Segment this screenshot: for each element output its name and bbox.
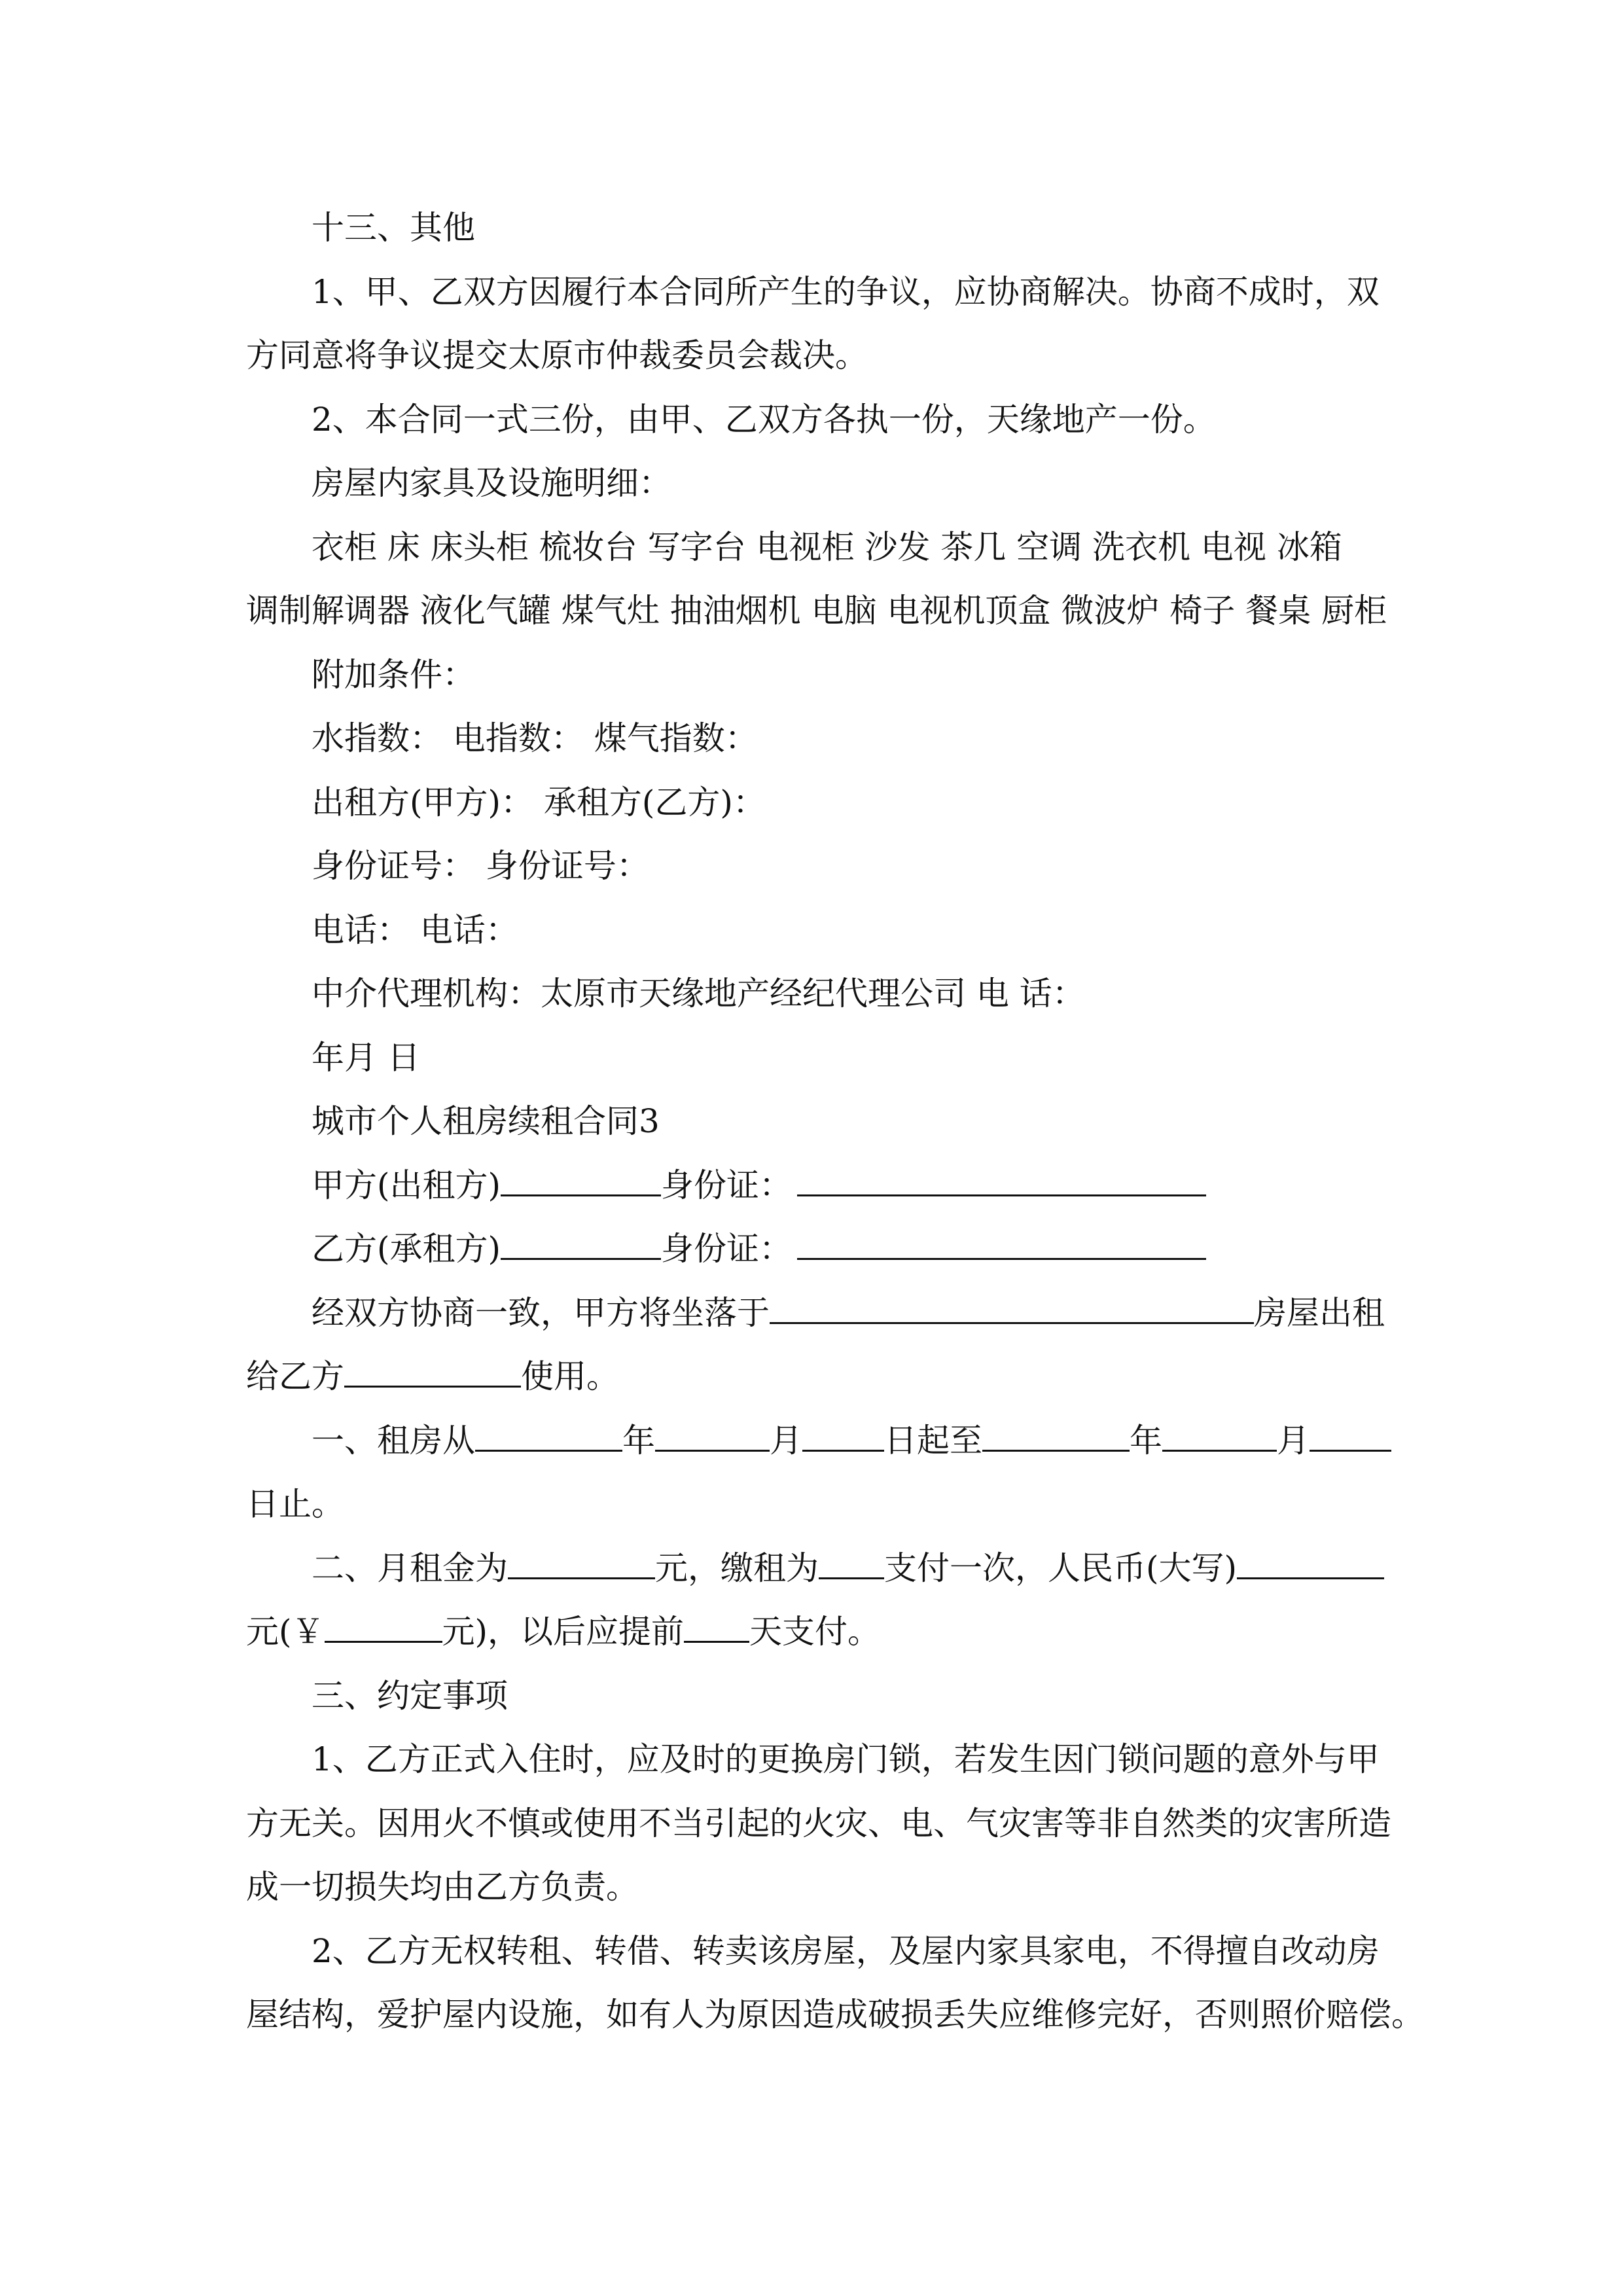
- party-a-label: 甲方(出租方): [312, 1166, 501, 1204]
- start-year-blank[interactable]: [475, 1418, 622, 1452]
- meter-readings-line: 水指数： 电指数： 煤气指数：: [312, 719, 758, 757]
- property-usage-line: [246, 1345, 1377, 1409]
- text-span: 支付一次，人民币(大写): [884, 1549, 1238, 1587]
- text-span: 经双方协商一致，甲方将坐落于: [312, 1293, 770, 1332]
- paragraph-line: 1、甲、乙双方因履行本合同所产生的争议，应协商解决。协商不成时，双: [312, 272, 1380, 311]
- furniture-list-line: 调制解调器 液化气罐 煤气灶 抽油烟机 电脑 电视机顶盒 微波炉 椅子 餐桌 厨柜: [246, 592, 1387, 630]
- lease-term-line: [246, 1409, 1377, 1473]
- rent-line: [246, 1537, 1377, 1601]
- text-span: 天支付。: [749, 1613, 881, 1651]
- text-span: 一、租房从: [312, 1421, 475, 1460]
- advance-days-blank[interactable]: [684, 1610, 749, 1643]
- text-span: 年: [622, 1421, 655, 1460]
- paragraph-line: 屋结构，爱护屋内设施，如有人为原因造成破损丢失应维修完好，否则照价赔偿。: [246, 1996, 1424, 2034]
- text-span: 使用。: [521, 1357, 619, 1395]
- text-span: 元(￥: [246, 1613, 325, 1651]
- party-b-line: [246, 1217, 1377, 1282]
- rent-amount-line: [246, 1600, 1377, 1664]
- agency-line: 中介代理机构：太原市天缘地产经纪代理公司 电 话：: [312, 975, 1085, 1013]
- property-address-blank[interactable]: [770, 1291, 1254, 1324]
- text-span: 房屋出租: [1254, 1293, 1385, 1332]
- contract-body: [246, 196, 1424, 2047]
- party-a-id-label: 身份证：: [661, 1166, 793, 1204]
- property-location-line: [246, 1282, 1385, 1346]
- payment-period-blank[interactable]: [819, 1546, 884, 1579]
- paragraph-line: 方无关。因用火不慎或使用不当引起的火灾、电、气灾害等非自然类的灾害所造: [246, 1804, 1391, 1842]
- contract-title: 城市个人租房续租合同3: [312, 1102, 660, 1140]
- paragraph-line: 2、乙方无权转租、转借、转卖该房屋，及屋内家具家电，不得擅自改动房: [312, 1931, 1380, 1970]
- text-span: 元，缴租为: [655, 1549, 819, 1587]
- paragraph-line: 1、乙方正式入住时，应及时的更换房门锁，若发生因门锁问题的意外与甲: [312, 1740, 1380, 1778]
- party-b-label: 乙方(承租方): [312, 1230, 501, 1268]
- text-span: 月: [770, 1421, 802, 1460]
- section-heading-terms: 三、约定事项: [312, 1676, 508, 1715]
- end-year-blank[interactable]: [982, 1418, 1130, 1452]
- party-a-name-blank[interactable]: [501, 1163, 661, 1196]
- party-a-line: [246, 1154, 1377, 1218]
- rent-numeric-blank[interactable]: [325, 1610, 442, 1643]
- start-month-blank[interactable]: [655, 1418, 770, 1452]
- party-b-name-blank[interactable]: [501, 1227, 661, 1261]
- tenant-name-blank[interactable]: [344, 1355, 521, 1388]
- monthly-rent-blank[interactable]: [508, 1546, 655, 1579]
- lease-term-end-line: 日止。: [246, 1485, 344, 1523]
- text-span: 元)，以后应提前: [442, 1613, 685, 1651]
- furniture-list-heading: 房屋内家具及设施明细：: [312, 464, 671, 502]
- text-span: 日起至: [884, 1421, 982, 1460]
- rent-in-words-blank[interactable]: [1237, 1546, 1384, 1579]
- text-span: 年: [1130, 1421, 1162, 1460]
- parties-line: 出租方(甲方)： 承租方(乙方)：: [312, 783, 766, 821]
- paragraph-line: 成一切损失均由乙方负责。: [246, 1868, 639, 1906]
- start-day-blank[interactable]: [802, 1418, 884, 1452]
- party-b-id-blank[interactable]: [797, 1227, 1206, 1261]
- party-a-id-blank[interactable]: [797, 1163, 1206, 1196]
- furniture-list-line: 衣柜 床 床头柜 梳妆台 写字台 电视柜 沙发 茶几 空调 洗衣机 电视 冰箱: [312, 528, 1342, 566]
- text-span: 二、月租金为: [312, 1549, 508, 1587]
- id-number-line: 身份证号： 身份证号：: [312, 847, 649, 885]
- end-day-blank[interactable]: [1310, 1418, 1391, 1452]
- section-heading-other: 十三、其他: [312, 209, 475, 247]
- text-span: 给乙方: [246, 1357, 344, 1395]
- party-b-id-label: 身份证：: [661, 1230, 793, 1268]
- date-line: 年月 日: [312, 1038, 420, 1077]
- end-month-blank[interactable]: [1162, 1418, 1277, 1452]
- paragraph-line: 2、本合同一式三份，由甲、乙双方各执一份，天缘地产一份。: [312, 400, 1216, 439]
- text-span: 月: [1277, 1421, 1310, 1460]
- paragraph-line: 方同意将争议提交太原市仲裁委员会裁决。: [246, 336, 868, 374]
- phone-line: 电话： 电话：: [312, 910, 518, 949]
- additional-conditions-heading: 附加条件：: [312, 655, 475, 694]
